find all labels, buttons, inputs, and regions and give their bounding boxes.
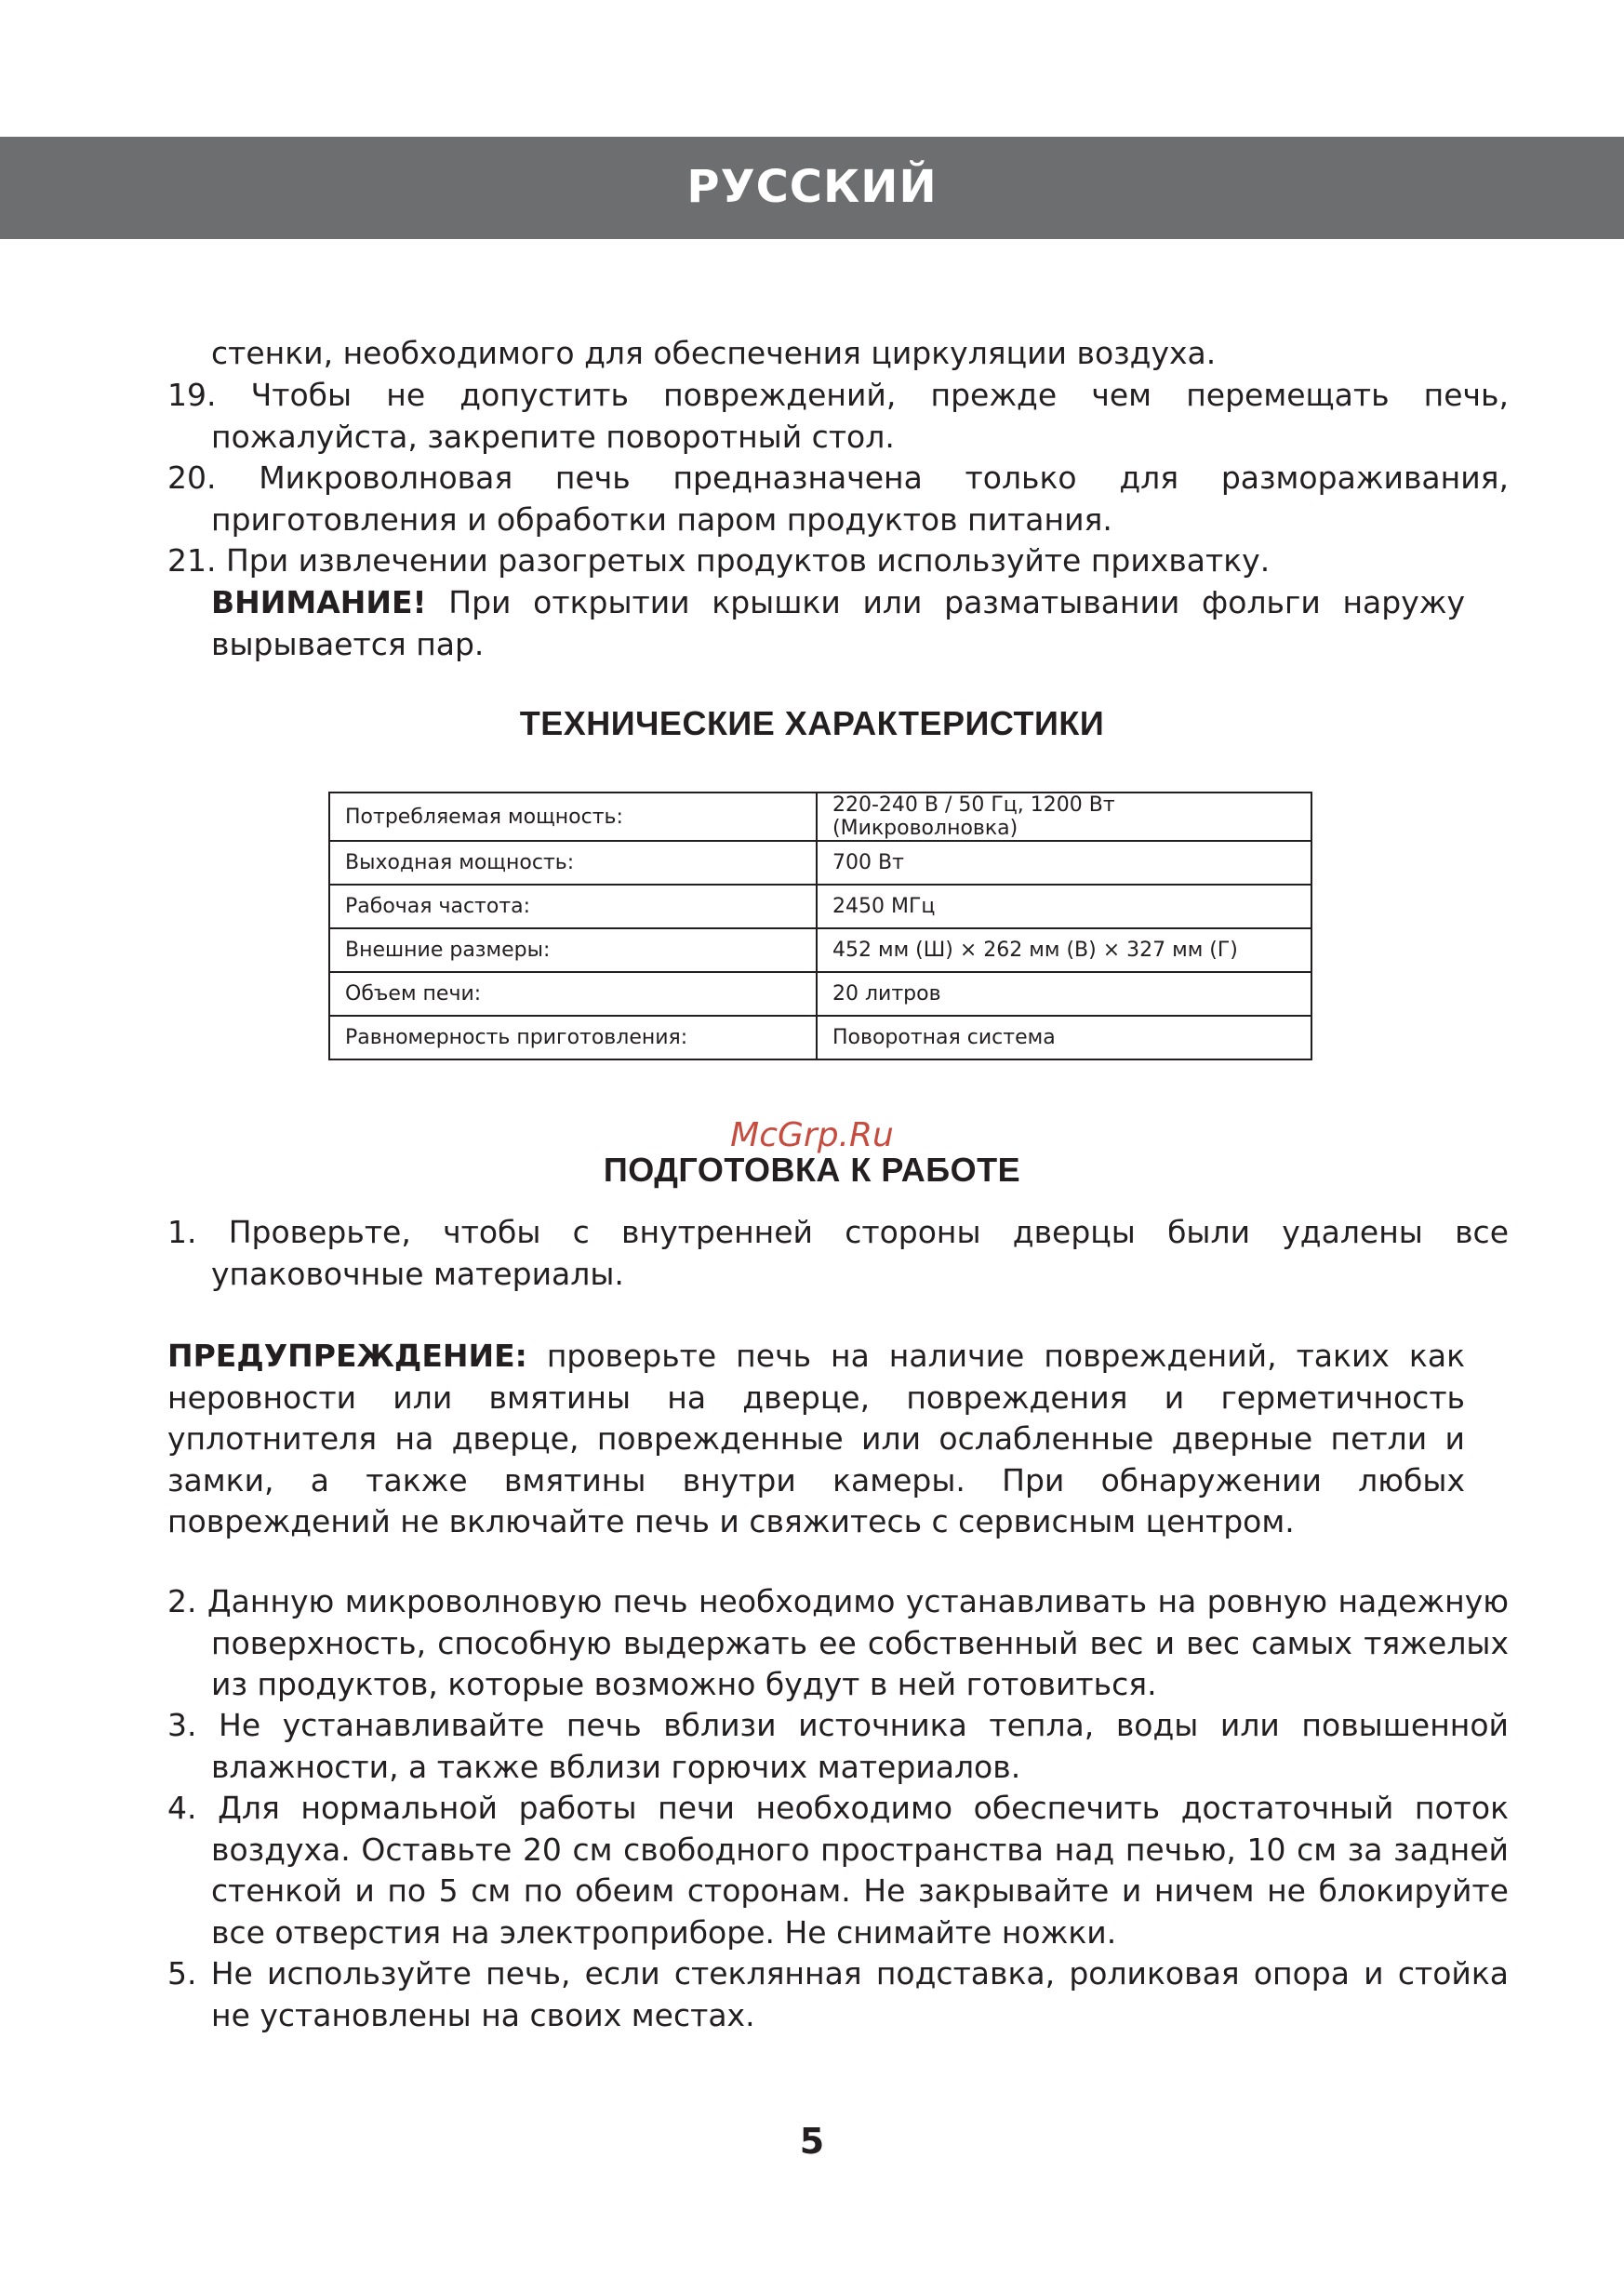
- table-row: [329, 885, 1311, 928]
- damage-warning-text: проверьте печь на наличие повреждений, таких как неровности или вмятины на дверце, повреждения и герметичность уплотнителя на дверце, поврежденные или ослабленные дверные петли и замки, а также вмятины внутри камеры. При обнаружении любых повреждений не включайте печь и свяжитесь с сервисным центром.: [167, 1338, 1465, 1539]
- steam-warning-label: ВНИМАНИЕ!: [211, 584, 427, 620]
- preparation-item-3: 3. Не устанавливайте печь вблизи источника тепла, воды или повышенной влажности, а также вблизи горючих материалов.: [167, 1707, 1509, 1785]
- instruction-item-19: 19. Чтобы не допустить повреждений, прежде чем перемещать печь, пожалуйста, закрепите поворотный стол.: [167, 377, 1509, 455]
- instruction-item-20: 20. Микроволновая печь предназначена только для размораживания, приготовления и обработки паром продуктов питания.: [167, 460, 1509, 538]
- spec-value: 20 литров: [817, 972, 1311, 1016]
- continuation-line: стенки, необходимого для обеспечения циркуляции воздуха.: [211, 335, 1217, 371]
- spec-value: 700 Вт: [817, 841, 1311, 885]
- spec-value: 452 мм (Ш) × 262 мм (В) × 327 мм (Г): [817, 928, 1311, 972]
- site-watermark: McGrp.Ru: [730, 1116, 894, 1154]
- preparation-item-2: 2. Данную микроволновую печь необходимо устанавливать на ровную надежную поверхность, способную выдержать ее собственный вес и вес самых тяжелых из продуктов, которые возможно будут в ней готовиться.: [167, 1583, 1509, 1702]
- spec-value: Поворотная система: [817, 1016, 1311, 1059]
- language-title: РУССКИЙ: [686, 161, 938, 213]
- spec-label: Рабочая частота:: [329, 885, 817, 928]
- preparation-item-4: 4. Для нормальной работы печи необходимо обеспечить достаточный поток воздуха. Оставьте 20 см свободного пространства над печью, 10 см за задней стенкой и по 5 см по обеим сторонам. Не закрывайте и ничем не блокируйте все отверстия на электроприборе. Не снимайте ножки.: [167, 1790, 1509, 1951]
- damage-warning: [167, 1336, 1465, 1543]
- instruction-item-21: 21. При извлечении разогретых продуктов используйте прихватку.: [167, 542, 1271, 579]
- table-row: [329, 972, 1311, 1016]
- preparation-item-5: 5. Не используйте печь, если стеклянная подставка, роликовая опора и стойка не установлены на своих местах.: [167, 1955, 1509, 2033]
- specs-table: [328, 792, 1312, 1060]
- steam-warning: [211, 582, 1465, 665]
- spec-value: 2450 МГц: [817, 885, 1311, 928]
- language-header-bar: [0, 137, 1624, 239]
- preparation-item-1: 1. Проверьте, чтобы с внутренней стороны дверцы были удалены все упаковочные материалы.: [167, 1214, 1509, 1292]
- spec-value: 220-240 В / 50 Гц, 1200 Вт (Микроволновка): [817, 793, 1311, 841]
- damage-warning-label: ПРЕДУПРЕЖДЕНИЕ:: [167, 1338, 527, 1374]
- steam-warning-text: При открытии крышки или разматывании фольги наружу вырывается пар.: [211, 584, 1465, 662]
- page-number: 5: [799, 2121, 825, 2162]
- spec-label: Потребляемая мощность:: [329, 793, 817, 841]
- table-row: [329, 1016, 1311, 1059]
- spec-label: Выходная мощность:: [329, 841, 817, 885]
- preparation-title: ПОДГОТОВКА К РАБОТЕ: [603, 1151, 1021, 1189]
- spec-label: Объем печи:: [329, 972, 817, 1016]
- table-row: [329, 793, 1311, 841]
- table-row: [329, 928, 1311, 972]
- spec-label: Внешние размеры:: [329, 928, 817, 972]
- spec-label: Равномерность приготовления:: [329, 1016, 817, 1059]
- table-row: [329, 841, 1311, 885]
- specs-title: ТЕХНИЧЕСКИЕ ХАРАКТЕРИСТИКИ: [519, 704, 1105, 742]
